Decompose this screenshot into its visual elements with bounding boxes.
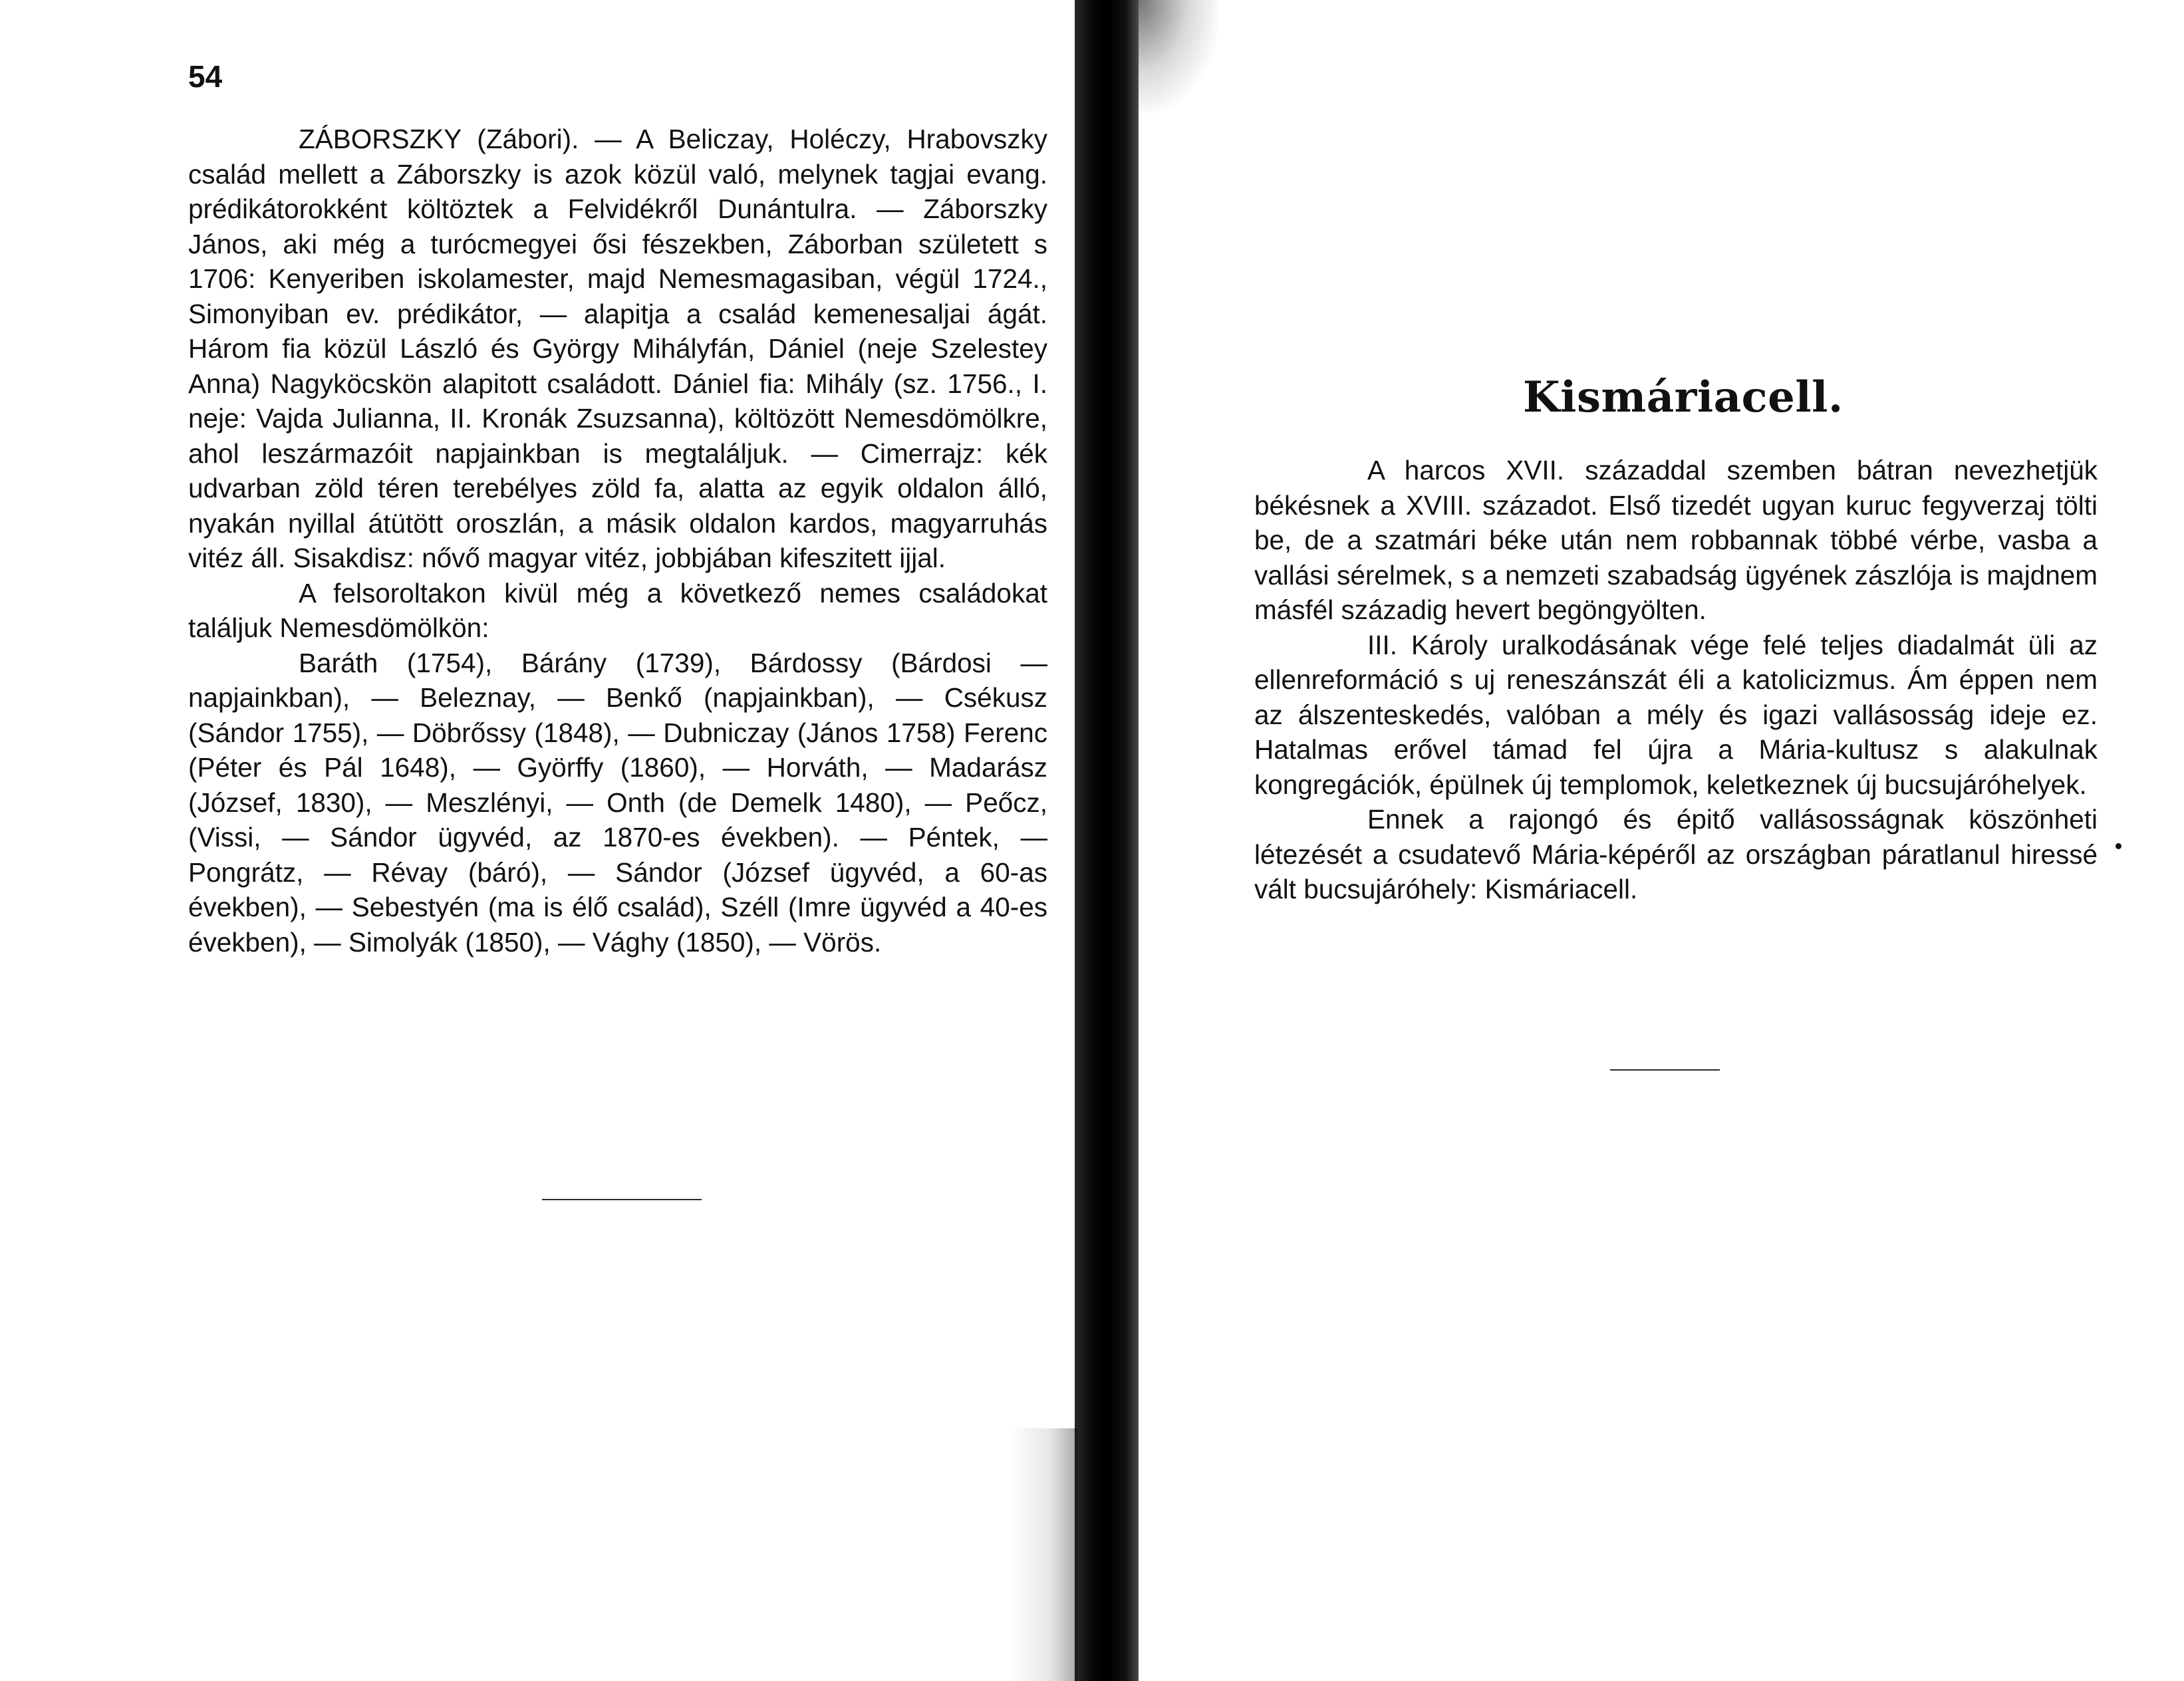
section-divider (542, 1199, 702, 1200)
section-divider (1610, 1069, 1720, 1071)
paragraph-xviii-century: A harcos XVII. századdal szemben bátran nevezhetjük békésnek a XVIII. századot. Első tizedét ugyan kuruc fegyverzaj tölti be, de a szatmári béke után nem robbannak többé vérbe, vasba a vallási sérelmek, s a nemzeti szabadság ügyének zászlója is majdnem másfél századig hevert begöngyölten. (1254, 455, 2098, 625)
paragraph-families-intro: A felsoroltakon kivül még a következő nemes családokat találjuk Nemesdömölkön: (188, 577, 1047, 643)
scan-speck (2116, 843, 2121, 849)
paragraph-zaborszky: ZÁBORSZKY (Zábori). — A Beliczay, Holéczy, Hrabovszky család mellett a Záborszky is azok közül való, melynek tagjai evang. prédikátorokként költöztek a Felvidékről Dunántulra. — Záborszky János, aki még a turócmegyei ősi fészekben, Záborban született s 1706: Kenyeriben iskolamester, majd Nemesmagasiban, végül 1724., Simonyiban ev. prédikátor, — alapitja a család kemenesaljai ágát. Három fia közül László és György Mihályfán, Dániel (neje Szelestey Anna) Nagyköcskön alapitott családott. Dániel fia: Mihály (sz. 1756., I. neje: Vajda Julianna, II. Kronák Zsuzsanna), költözött Nemesdömölkre, ahol leszármazóit napjainkban is megtaláljuk. — Cimerrajz: kék udvarban zöld téren terebélyes zöld fa, alatta az egyik oldalon álló, nyakán nyillal átütött oroszlán, a másik oldalon kardos, magyarruhás vitéz áll. Sisakdisz: nővő magyar vitéz, jobbjában kifeszitett ijjal. (188, 124, 1047, 573)
paragraph-pilgrimage-site: Ennek a rajongó és épitő vallásosságnak köszönheti létezését a csudatevő Mária-képéről az országban páratlanul hiressé vált bucsujáróhely: Kismáriacell. (1254, 804, 2098, 904)
gutter-shadow (1139, 0, 1218, 113)
book-gutter (1075, 0, 1139, 1681)
paragraph-family-list: Baráth (1754), Bárány (1739), Bárdossy (Bárdosi — napjainkban), — Beleznay, — Benkő (napjainkban), — Csékusz (Sándor 1755), — Döbrőssy (1848), — Dubniczay (János 1758) Ferenc (Péter és Pál 1648), — Györffy (1860), — Horváth, — Madarász (József, 1830), — Meszlényi, — Onth (de Demelk 1480), — Peőcz, (Vissi, — Sándor ügyvéd, az 1870-es években). — Péntek, — Pongrátz, — Révay (báró), — Sándor (József ügyvéd, a 60-as években), — Sebestyén (ma is élő család), Széll (Imre ügyvéd a 40-es években), — Simolyák (1850), — Vághy (1850), — Vörös. (188, 647, 1047, 958)
left-page-body (188, 122, 1047, 960)
right-page-body (1254, 453, 2098, 907)
gutter-shadow (1011, 1428, 1077, 1681)
paragraph-counter-reformation: III. Károly uralkodásának vége felé teljes diadalmát üli az ellenreformáció s uj reneszánszát éli a katolicizmus. Ám éppen nem az álszenteskedés, valóban a mély és igazi vallásosság ideje ez. Hatalmas erővel támad fel újra a Mária-kultusz s alakulnak kongregációk, épülnek új templomok, keletkeznek új bucsujáróhelyek. (1254, 629, 2098, 800)
chapter-title: Kismáriacell. (1523, 372, 1843, 422)
page-number: 54 (188, 59, 223, 94)
